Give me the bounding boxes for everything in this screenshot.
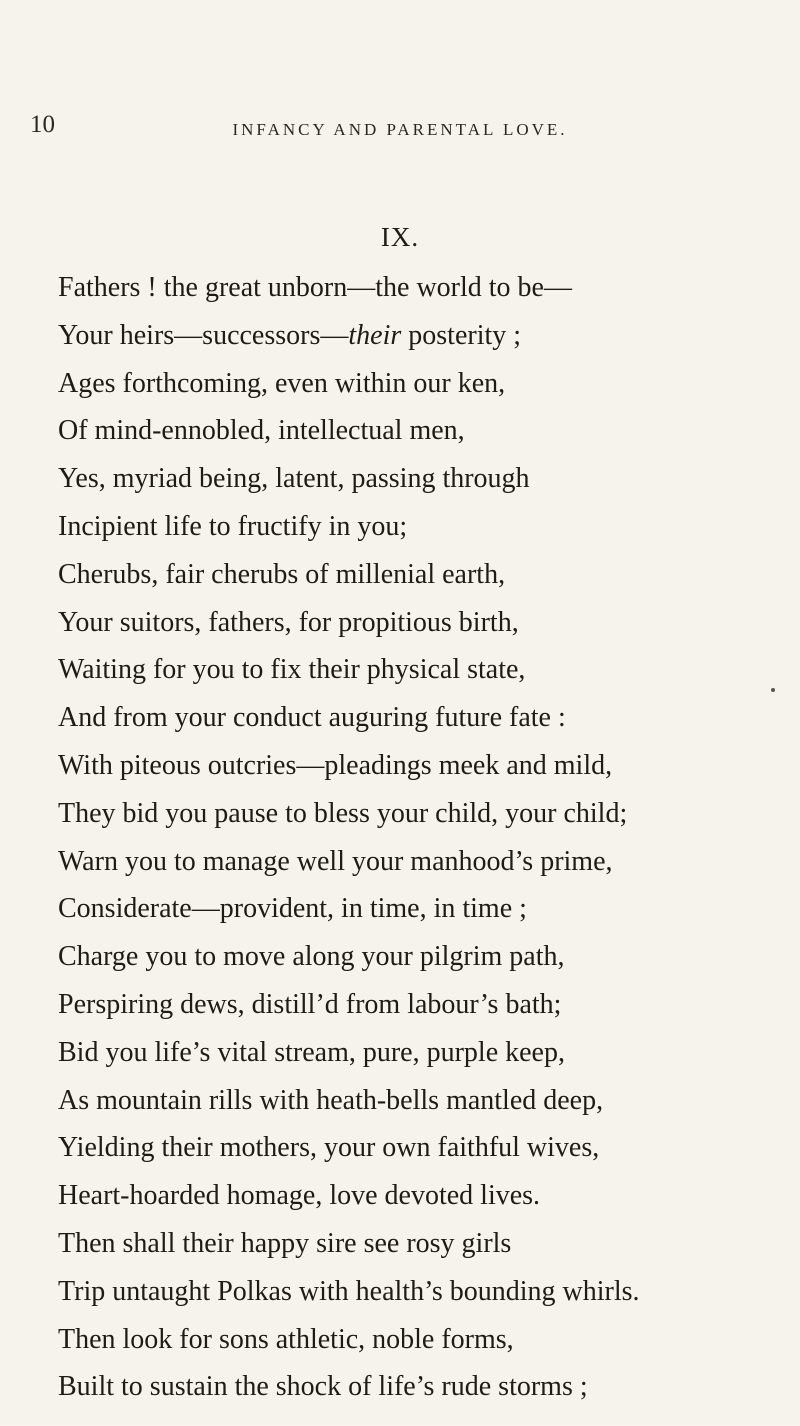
page-number: 10 [30,111,55,138]
section-title: IX. [380,222,420,252]
running-head: INFANCY AND PARENTAL LOVE. [232,120,568,139]
ink-speck [771,688,775,692]
poem-line: Ages forthcoming, even within our ken, [58,367,506,399]
poem-line-text: posterity ; [401,319,522,351]
poem-line: They bid you pause to bless your child, your child; [58,797,628,829]
poem-line: With piteous outcries—pleadings meek and mild, [58,749,613,781]
poem-line: Fathers ! the great unborn—the world to be— [58,272,572,303]
poem-line: Trip untaught Polkas with health’s bounding whirls. [58,1275,640,1307]
poem [58,264,778,1411]
poem-line: Bid you life’s vital stream, pure, purple keep, [58,1036,565,1068]
poem-line: Your suitors, fathers, for propitious birth, [58,606,519,638]
poem-line: Warn you to manage well your manhood’s prime, [58,845,613,877]
poem-line: Heart-hoarded homage, love devoted lives. [58,1180,541,1212]
poem-line-text: Your heirs—successors— [58,319,349,351]
poem-line: Then shall their happy sire see rosy girls [58,1227,512,1259]
poem-line: Perspiring dews, distill’d from labour’s bath; [58,988,562,1020]
poem-line: Cherubs, fair cherubs of millenial earth, [58,558,506,590]
poem-line: Waiting for you to fix their physical state, [58,654,526,686]
poem-line: Yielding their mothers, your own faithful wives, [58,1132,600,1164]
poem-line: Charge you to move along your pilgrim path, [58,941,565,973]
poem-line: Then look for sons athletic, noble forms, [58,1323,514,1355]
poem-line: Built to sustain the shock of life’s rude storms ; [58,1371,588,1403]
poem-line: Incipient life to fructify in you; [58,510,408,542]
poem-line: Yes, myriad being, latent, passing through [58,463,530,495]
poem-line: Considerate—provident, in time, in time ; [58,893,527,925]
poem-line: As mountain rills with heath-bells mantled deep, [58,1084,604,1116]
poem-line: Of mind-ennobled, intellectual men, [58,415,465,447]
poem-italic-word: their [348,319,402,351]
poem-line [58,312,778,360]
poem-line: And from your conduct auguring future fate : [58,702,566,734]
